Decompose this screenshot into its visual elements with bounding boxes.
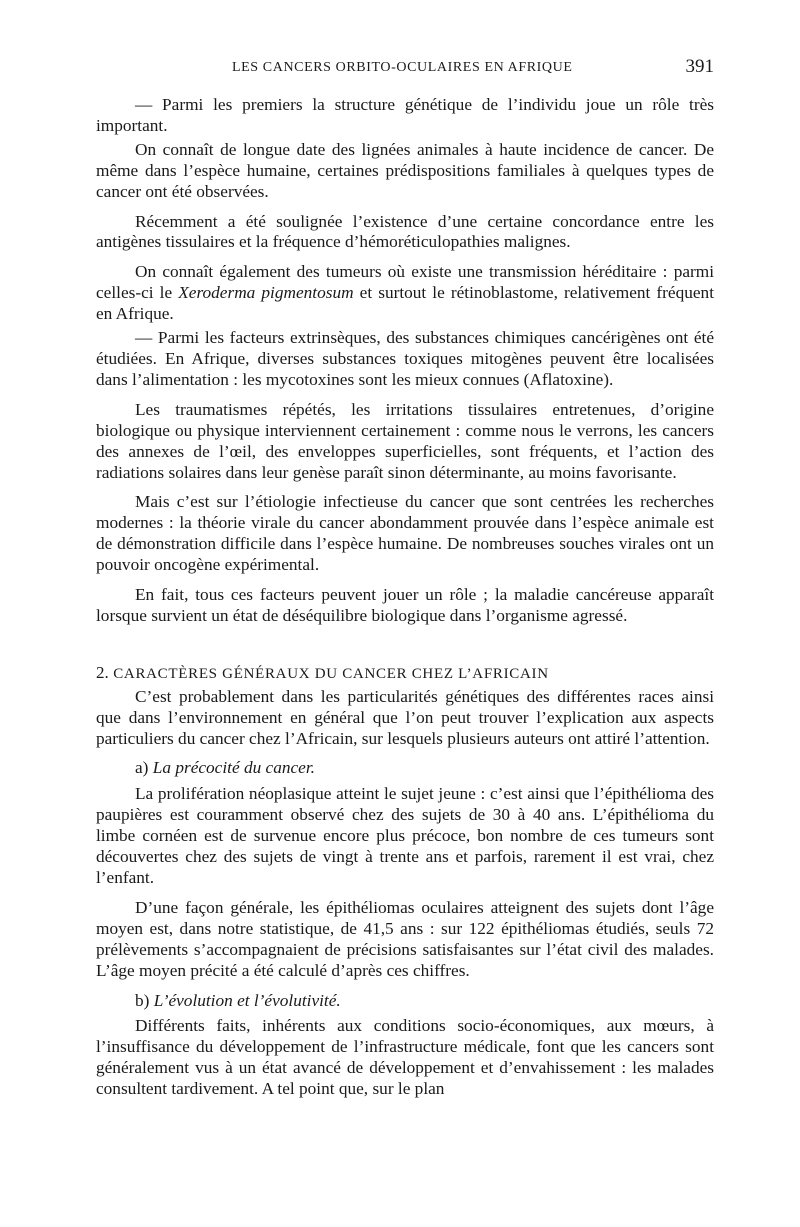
paragraph-young-subjects: La prolifération néoplasique atteint le sujet jeune : c’est ainsi que l’épithélioma des paupières est couramment observé chez des sujets de 30 à 40 ans. L’épithélioma du limbe cornéen est de survenue encore plus précoce, bon nombre de ces tumeurs sont découvertes chez des sujets de vingt à trente ans et parfois, rarement il est vrai, chez l’enfant.: [96, 784, 714, 887]
paragraph-section-intro: C’est probablement dans les particularités génétiques des différentes races ainsi que dans l’environnement en général que l’on peut trouver l’explication aux aspects particuliers du cancer chez l’Africain, sur lesquels plusieurs auteurs ont attiré l’attention.: [96, 686, 714, 748]
paragraph-genetic-structure: — Parmi les premiers la structure génétique de l’individu joue un rôle très important.: [96, 95, 714, 135]
paragraph-mean-age: D’une façon générale, les épithéliomas oculaires atteignent des sujets dont l’âge moyen est, dans notre statistique, de 41,5 ans : sur 122 épithéliomas étudiés, seuls 72 prélèvements s’accompagnaient de précisions satisfaisantes sur l’état civil des malades. L’âge moyen précité a été calculé d’après ces chiffres.: [96, 897, 714, 980]
paragraph-animal-lineages: On connaît de longue date des lignées animales à haute incidence de cancer. De même dans l’espèce humaine, certaines prédispositions familiales à quelques types de cancer ont été observées.: [96, 139, 714, 201]
paragraph-tissue-antigens: Récemment a été soulignée l’existence d’une certaine concordance entre les antigènes tissulaires et la fréquence d’hémoréticulopathies malignes.: [96, 211, 714, 252]
paragraph-text: et surtout le rétinoblastome, relativement fréquent en Afrique.: [96, 283, 714, 324]
paragraph-hereditary-tumours: [96, 262, 714, 325]
paragraph-infectious-etiology: Mais c’est sur l’étiologie infectieuse du cancer que sont centrées les recherches modernes : la théorie virale du cancer abondamment prouvée dans l’espèce animale est de démonstration difficile dans l’espèce humaine. De nombreuses souches virales ont un pouvoir oncogène expérimental.: [96, 492, 714, 575]
paragraph-extrinsic-factors: — Parmi les facteurs extrinsèques, des substances chimiques cancérigènes ont été étudiées. En Afrique, diverses substances toxiques mitogènes peuvent être localisées dans l’alimentation : les mycotoxines sont les mieux connues (Aflatoxine).: [96, 328, 714, 389]
body-text: [96, 95, 714, 1109]
subheading-evolution: [135, 991, 714, 1012]
subheading-precocity: [135, 758, 714, 779]
page-number: 391: [685, 56, 714, 77]
italic-term-xeroderma: Xeroderma pigmentosum: [178, 283, 354, 303]
section-title: CARACTÈRES GÉNÉRAUX DU CANCER CHEZ L’AFRICAIN: [113, 665, 549, 682]
paragraph-trauma-irritation: Les traumatismes répétés, les irritations tissulaires entretenues, d’origine biologique ou physique interviennent certainement : comme nous le verrons, les cancers des annexes de l’œil, des enveloppes superficielles, sont fréquents, et l’action des radiations solaires dans leur genèse paraît sinon déterminante, au moins favorisante.: [96, 399, 714, 482]
running-head: [96, 56, 714, 82]
subheading-title: L’évolution et l’évolutivité.: [153, 990, 341, 1010]
subheading-label: b): [135, 990, 150, 1010]
subheading-title: La précocité du cancer.: [152, 758, 315, 778]
section-number: 2.: [96, 662, 109, 682]
section-heading: [96, 663, 714, 685]
paragraph-late-consultation: Différents faits, inhérents aux conditions socio-économiques, aux mœurs, à l’insuffisance du développement de l’infrastructure médicale, font que les cancers sont généralement vus à un état avancé de développement et d’envahissement : les malades consultent tardivement. A tel point que, sur le plan: [96, 1016, 714, 1099]
subheading-label: a): [135, 758, 149, 778]
paragraph-biological-imbalance: En fait, tous ces facteurs peuvent jouer un rôle ; la maladie cancéreuse apparaît lorsque survient un état de déséquilibre biologique dans l’organisme agressé.: [96, 585, 714, 625]
paragraph-text: On connaît également des tumeurs où existe une transmission héréditaire : parmi celles-ci le: [96, 262, 714, 303]
running-title: LES CANCERS ORBITO-OCULAIRES EN AFRIQUE: [232, 60, 573, 75]
